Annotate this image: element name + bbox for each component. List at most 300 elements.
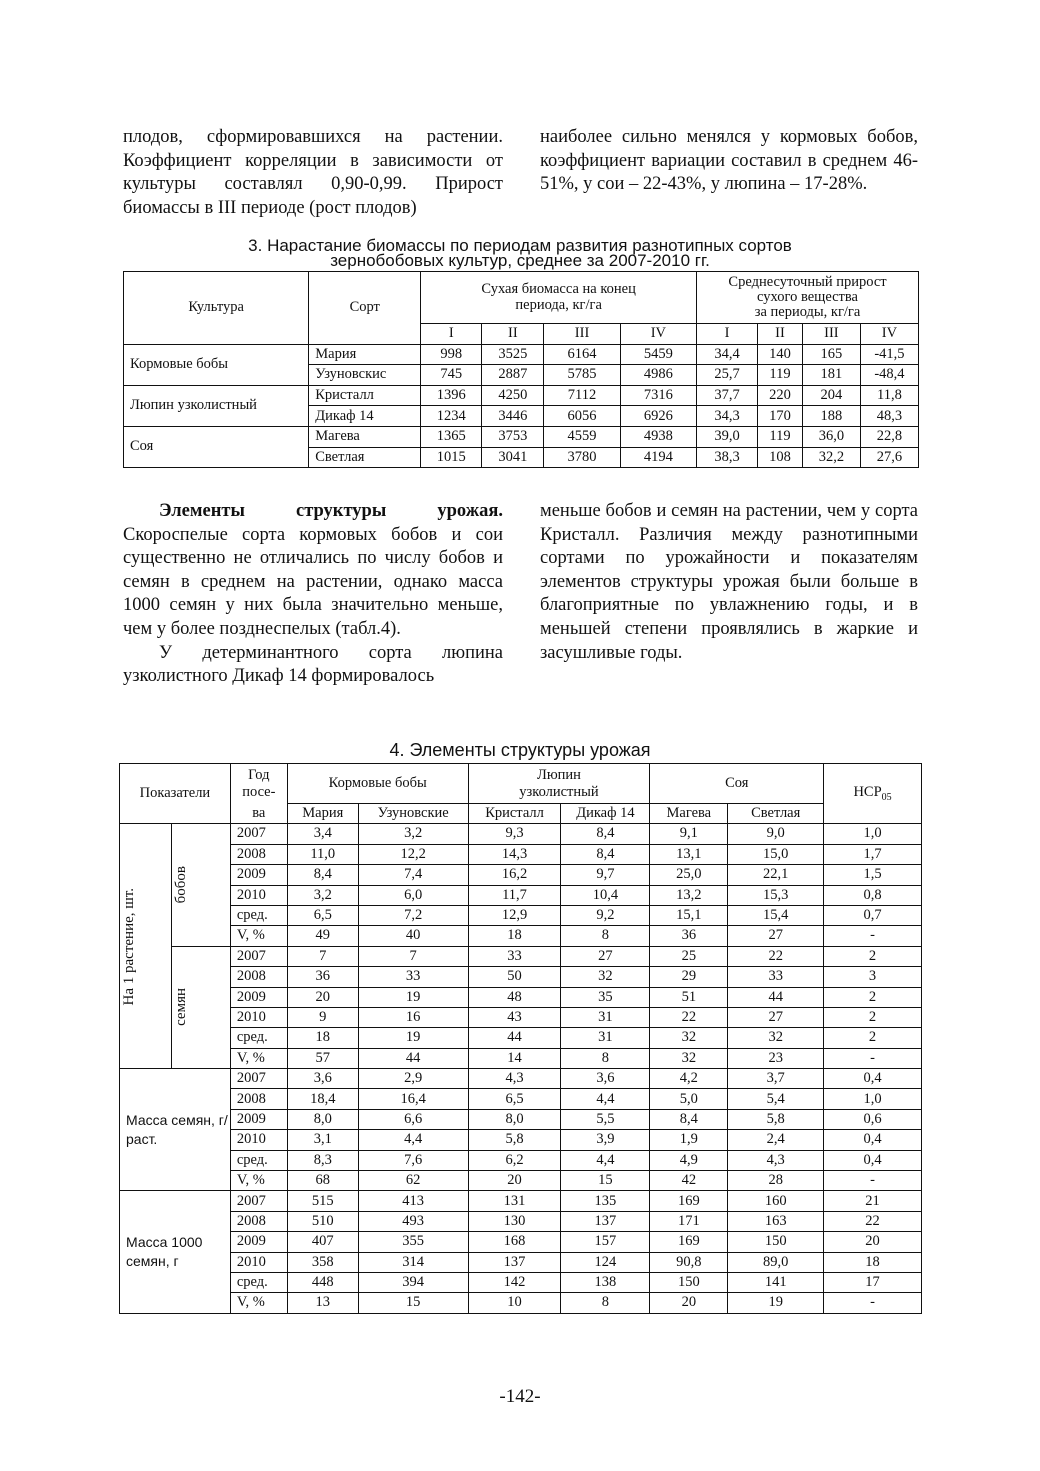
value-cell: 12,2 — [358, 844, 468, 864]
value-cell: 35 — [561, 987, 650, 1007]
variety-header: Узуновские — [358, 804, 468, 824]
value-cell: 0,6 — [824, 1109, 922, 1129]
value-cell: 9,1 — [650, 824, 728, 844]
caption-line: 3. Нарастание биомассы по периодам развития разнотипных сортов — [248, 236, 792, 255]
value-cell: 43 — [468, 1007, 561, 1027]
value-cell: 3780 — [544, 447, 620, 468]
value-cell: 39,0 — [697, 426, 758, 447]
value-cell: 21 — [824, 1191, 922, 1211]
value-cell: 22 — [650, 1007, 728, 1027]
value-cell: 90,8 — [650, 1252, 728, 1272]
value-cell: 11,8 — [860, 385, 918, 406]
value-cell: 62 — [358, 1171, 468, 1191]
value-cell: 20 — [650, 1293, 728, 1313]
value-cell: 168 — [468, 1232, 561, 1252]
value-cell: 3,1 — [287, 1130, 358, 1150]
value-cell: 27 — [728, 1007, 824, 1027]
value-cell: 10 — [468, 1293, 561, 1313]
value-cell: 36 — [650, 926, 728, 946]
value-cell: - — [824, 926, 922, 946]
value-cell: 18 — [468, 926, 561, 946]
header-year — [230, 764, 287, 804]
value-cell: 27 — [728, 926, 824, 946]
value-cell: 32 — [561, 967, 650, 987]
table-biomass — [123, 271, 919, 468]
value-cell: 12,9 — [468, 905, 561, 925]
pods-label — [171, 824, 230, 946]
value-cell: 7112 — [544, 385, 620, 406]
year-cell: сред. — [230, 1028, 287, 1048]
header-indicators: Показатели — [120, 764, 231, 824]
table-row — [124, 426, 919, 447]
value-cell: 25 — [650, 946, 728, 966]
value-cell: 6,6 — [358, 1109, 468, 1129]
value-cell: 130 — [468, 1211, 561, 1231]
value-cell: 8,4 — [561, 824, 650, 844]
value-cell: 28 — [728, 1171, 824, 1191]
text-column-mid-left — [123, 500, 503, 689]
table-row — [120, 967, 922, 987]
value-cell: 15 — [358, 1293, 468, 1313]
table-row — [120, 905, 922, 925]
value-cell: 9,2 — [561, 905, 650, 925]
value-cell: 22 — [728, 946, 824, 966]
table-row — [120, 1130, 922, 1150]
value-cell: 19 — [358, 987, 468, 1007]
value-cell: 108 — [758, 447, 803, 468]
value-cell: 3,2 — [287, 885, 358, 905]
value-cell: 3,7 — [728, 1069, 824, 1089]
value-cell: 141 — [728, 1272, 824, 1292]
value-cell: 44 — [358, 1048, 468, 1068]
paragraph — [123, 500, 503, 642]
value-cell: 140 — [758, 344, 803, 365]
year-cell: V, % — [230, 1293, 287, 1313]
value-cell: 515 — [287, 1191, 358, 1211]
table-row — [120, 1293, 922, 1313]
table-row — [124, 344, 919, 365]
value-cell: 15,1 — [650, 905, 728, 925]
value-cell: 33 — [468, 946, 561, 966]
value-cell: 49 — [287, 926, 358, 946]
value-cell: -41,5 — [860, 344, 918, 365]
header-hsr — [824, 764, 922, 824]
value-cell: 27 — [561, 946, 650, 966]
value-cell: 48,3 — [860, 406, 918, 427]
value-cell: 8,0 — [287, 1109, 358, 1129]
value-cell: 8 — [561, 926, 650, 946]
value-cell: 4,4 — [561, 1089, 650, 1109]
value-cell: 32,2 — [802, 447, 860, 468]
table-row — [120, 1272, 922, 1292]
value-cell: 3,6 — [561, 1069, 650, 1089]
value-cell: 14,3 — [468, 844, 561, 864]
value-cell: 0,4 — [824, 1069, 922, 1089]
period-header: III — [802, 324, 860, 345]
value-cell: 20 — [287, 987, 358, 1007]
value-cell: 7316 — [620, 385, 696, 406]
table-row — [120, 824, 922, 844]
value-cell: 9,3 — [468, 824, 561, 844]
value-cell: 493 — [358, 1211, 468, 1231]
value-cell: 0,4 — [824, 1130, 922, 1150]
header-line: Год — [248, 767, 270, 784]
value-cell: 124 — [561, 1252, 650, 1272]
value-cell: 22,8 — [860, 426, 918, 447]
value-cell: 7,2 — [358, 905, 468, 925]
value-cell: 36 — [287, 967, 358, 987]
paragraph: наиболее сильно менялся у кормовых бобов, коэффициент вариации составил в среднем 46-51%, у сои – 22-43%, у люпина – 17-28%. — [540, 127, 918, 195]
header-line: Люпин — [537, 766, 581, 783]
value-cell: 394 — [358, 1272, 468, 1292]
period-header: II — [758, 324, 803, 345]
paragraph: У детерминантного сорта люпина узколистного Дикаф 14 формировалось — [123, 642, 503, 687]
text-column-top-left — [123, 126, 503, 220]
value-cell: 188 — [802, 406, 860, 427]
value-cell: 1,0 — [824, 824, 922, 844]
value-cell: 9,7 — [561, 865, 650, 885]
value-cell: 33 — [358, 967, 468, 987]
value-cell: 6164 — [544, 344, 620, 365]
value-cell: 4250 — [482, 385, 544, 406]
value-cell: 68 — [287, 1171, 358, 1191]
value-cell: 355 — [358, 1232, 468, 1252]
value-cell: 1,7 — [824, 844, 922, 864]
culture-cell: Кормовые бобы — [124, 344, 309, 385]
header-daily-gain — [697, 272, 919, 324]
value-cell: 0,4 — [824, 1150, 922, 1170]
table-row — [120, 1069, 922, 1089]
value-cell: 27,6 — [860, 447, 918, 468]
header-dry-biomass: Сухая биомасса на конец периода, кг/га — [421, 272, 697, 324]
value-cell: 131 — [468, 1191, 561, 1211]
table4-caption: 4. Элементы структуры урожая — [389, 740, 651, 760]
vertical-text: семян — [172, 988, 189, 1027]
value-cell: 14 — [468, 1048, 561, 1068]
value-cell: 5,4 — [728, 1089, 824, 1109]
caption-line: зернобобовых культур, среднее за 2007-2010 гг. — [330, 251, 710, 270]
year-cell: сред. — [230, 1272, 287, 1292]
value-cell: 51 — [650, 987, 728, 1007]
year-cell: 2009 — [230, 1232, 287, 1252]
value-cell: 6056 — [544, 406, 620, 427]
value-cell: 160 — [728, 1191, 824, 1211]
text-column-mid-right — [540, 500, 918, 665]
value-cell: 50 — [468, 967, 561, 987]
value-cell: 5,8 — [468, 1130, 561, 1150]
header-line: посе- — [242, 783, 276, 800]
year-cell: 2007 — [230, 946, 287, 966]
header-line: сухого вещества — [757, 288, 858, 305]
text-column-top-right — [540, 126, 918, 197]
value-cell: 2887 — [482, 365, 544, 386]
header-culture: Культура — [124, 272, 309, 345]
variety-cell: Магева — [309, 426, 421, 447]
value-cell: 135 — [561, 1191, 650, 1211]
value-cell: 1365 — [421, 426, 482, 447]
hsr-subscript: 05 — [881, 791, 892, 803]
year-cell: 2010 — [230, 1130, 287, 1150]
value-cell: 10,4 — [561, 885, 650, 905]
header-lupin — [468, 764, 650, 804]
value-cell: 37,7 — [697, 385, 758, 406]
header-line: за периоды, кг/га — [754, 304, 861, 321]
value-cell: 119 — [758, 426, 803, 447]
value-cell: 7,4 — [358, 865, 468, 885]
value-cell: 2 — [824, 946, 922, 966]
variety-header: Светлая — [728, 804, 824, 824]
value-cell: 3,2 — [358, 824, 468, 844]
value-cell: 1015 — [421, 447, 482, 468]
value-cell: 8,4 — [650, 1109, 728, 1129]
value-cell: 4,9 — [650, 1150, 728, 1170]
value-cell: - — [824, 1048, 922, 1068]
header-variety: Сорт — [309, 272, 421, 345]
value-cell: 15 — [561, 1171, 650, 1191]
year-cell: 2008 — [230, 844, 287, 864]
value-cell: 19 — [728, 1293, 824, 1313]
year-cell: 2009 — [230, 865, 287, 885]
variety-header: Дикаф 14 — [561, 804, 650, 824]
value-cell: 407 — [287, 1232, 358, 1252]
value-cell: 9,0 — [728, 824, 824, 844]
value-cell: 23 — [728, 1048, 824, 1068]
year-cell: V, % — [230, 1171, 287, 1191]
value-cell: 15,0 — [728, 844, 824, 864]
value-cell: 142 — [468, 1272, 561, 1292]
value-cell: 314 — [358, 1252, 468, 1272]
value-cell: 13 — [287, 1293, 358, 1313]
value-cell: 29 — [650, 967, 728, 987]
value-cell: 5785 — [544, 365, 620, 386]
value-cell: 181 — [802, 365, 860, 386]
year-cell: V, % — [230, 926, 287, 946]
value-cell: 32 — [650, 1028, 728, 1048]
table-row — [120, 1150, 922, 1170]
value-cell: 6,2 — [468, 1150, 561, 1170]
paragraph: плодов, сформировавшихся на растении. Коэффициент корреляции в зависимости от культуры составлял 0,90-0,99. Прирост биомассы в III периоде (рост плодов) — [123, 127, 503, 218]
header-soy: Соя — [650, 764, 824, 804]
value-cell: 8,4 — [561, 844, 650, 864]
value-cell: 4938 — [620, 426, 696, 447]
value-cell: 0,8 — [824, 885, 922, 905]
year-cell: сред. — [230, 905, 287, 925]
value-cell: 157 — [561, 1232, 650, 1252]
value-cell: - — [824, 1293, 922, 1313]
value-cell: 8,3 — [287, 1150, 358, 1170]
value-cell: -48,4 — [860, 365, 918, 386]
table3-caption — [120, 238, 920, 268]
value-cell: 18 — [824, 1252, 922, 1272]
header-line: узколистный — [519, 783, 599, 800]
value-cell: 16 — [358, 1007, 468, 1027]
paragraph: меньше бобов и семян на растении, чем у сорта Кристалл. Различия между разнотипными сортами по урожайности и показателям элементов структуры урожая были больше в благоприятные по увлажнению годы, и в меньшей степени проявлялись в жаркие и засушливые годы. — [540, 501, 918, 663]
value-cell: 2,4 — [728, 1130, 824, 1150]
value-cell: 4559 — [544, 426, 620, 447]
page-number: -142- — [499, 1386, 541, 1407]
value-cell: - — [824, 1171, 922, 1191]
variety-cell: Светлая — [309, 447, 421, 468]
value-cell: 48 — [468, 987, 561, 1007]
period-header: IV — [620, 324, 696, 345]
variety-header: Магева — [650, 804, 728, 824]
value-cell: 15,4 — [728, 905, 824, 925]
culture-cell: Люпин узколистный — [124, 385, 309, 426]
value-cell: 7,6 — [358, 1150, 468, 1170]
value-cell: 3,9 — [561, 1130, 650, 1150]
value-cell: 36,0 — [802, 426, 860, 447]
value-cell: 119 — [758, 365, 803, 386]
variety-cell: Дикаф 14 — [309, 406, 421, 427]
value-cell: 204 — [802, 385, 860, 406]
year-cell: 2007 — [230, 1069, 287, 1089]
table-row — [120, 1089, 922, 1109]
year-cell: 2009 — [230, 987, 287, 1007]
value-cell: 7 — [358, 946, 468, 966]
vertical-text: На 1 растение, шт. — [121, 887, 137, 1005]
value-cell: 3,4 — [287, 824, 358, 844]
value-cell: 33 — [728, 967, 824, 987]
value-cell: 137 — [561, 1211, 650, 1231]
value-cell: 4,3 — [728, 1150, 824, 1170]
period-header: I — [697, 324, 758, 345]
value-cell: 510 — [287, 1211, 358, 1231]
value-cell: 32 — [650, 1048, 728, 1068]
value-cell: 38,3 — [697, 447, 758, 468]
value-cell: 6,5 — [287, 905, 358, 925]
value-cell: 31 — [561, 1028, 650, 1048]
value-cell: 89,0 — [728, 1252, 824, 1272]
value-cell: 8 — [561, 1048, 650, 1068]
value-cell: 7 — [287, 946, 358, 966]
value-cell: 4194 — [620, 447, 696, 468]
value-cell: 15,3 — [728, 885, 824, 905]
period-header: III — [544, 324, 620, 345]
value-cell: 9 — [287, 1007, 358, 1027]
table-row — [120, 1211, 922, 1231]
value-cell: 8 — [561, 1293, 650, 1313]
culture-cell: Соя — [124, 426, 309, 467]
value-cell: 448 — [287, 1272, 358, 1292]
value-cell: 25,0 — [650, 865, 728, 885]
value-cell: 171 — [650, 1211, 728, 1231]
period-header: I — [421, 324, 482, 345]
year-cell: 2007 — [230, 1191, 287, 1211]
seeds-label — [171, 946, 230, 1068]
year-cell: 2010 — [230, 885, 287, 905]
value-cell: 3525 — [482, 344, 544, 365]
mass1000-label: Масса 1000 семян, г — [120, 1191, 231, 1313]
value-cell: 0,7 — [824, 905, 922, 925]
table-row — [120, 1171, 922, 1191]
value-cell: 57 — [287, 1048, 358, 1068]
value-cell: 16,4 — [358, 1089, 468, 1109]
value-cell: 169 — [650, 1191, 728, 1211]
seed-mass-label: Масса семян, г/раст. — [120, 1069, 231, 1191]
value-cell: 169 — [650, 1232, 728, 1252]
table-row — [124, 385, 919, 406]
value-cell: 170 — [758, 406, 803, 427]
value-cell: 25,7 — [697, 365, 758, 386]
value-cell: 11,7 — [468, 885, 561, 905]
value-cell: 2 — [824, 987, 922, 1007]
value-cell: 4,3 — [468, 1069, 561, 1089]
value-cell: 5459 — [620, 344, 696, 365]
header-beans: Кормовые бобы — [287, 764, 468, 804]
value-cell: 42 — [650, 1171, 728, 1191]
table-row — [120, 1232, 922, 1252]
value-cell: 3041 — [482, 447, 544, 468]
value-cell: 163 — [728, 1211, 824, 1231]
table-row — [120, 1048, 922, 1068]
table-row — [120, 987, 922, 1007]
year-cell: 2010 — [230, 1252, 287, 1272]
value-cell: 8,0 — [468, 1109, 561, 1129]
value-cell: 150 — [650, 1272, 728, 1292]
year-cell: 2008 — [230, 967, 287, 987]
value-cell: 6,0 — [358, 885, 468, 905]
year-cell: 2007 — [230, 824, 287, 844]
value-cell: 4,4 — [561, 1150, 650, 1170]
value-cell: 2,9 — [358, 1069, 468, 1089]
table-row — [120, 885, 922, 905]
value-cell: 19 — [358, 1028, 468, 1048]
variety-cell: Кристалл — [309, 385, 421, 406]
per-plant-label — [120, 824, 172, 1069]
value-cell: 745 — [421, 365, 482, 386]
value-cell: 6,5 — [468, 1089, 561, 1109]
value-cell: 3753 — [482, 426, 544, 447]
value-cell: 13,1 — [650, 844, 728, 864]
value-cell: 17 — [824, 1272, 922, 1292]
table-row — [120, 946, 922, 966]
value-cell: 40 — [358, 926, 468, 946]
table-yield-structure — [119, 763, 922, 1314]
variety-header: Мария — [287, 804, 358, 824]
value-cell: 998 — [421, 344, 482, 365]
value-cell: 11,0 — [287, 844, 358, 864]
value-cell: 20 — [468, 1171, 561, 1191]
year-cell: 2008 — [230, 1211, 287, 1231]
header-year-line3: ва — [230, 804, 287, 824]
table-row — [120, 865, 922, 885]
value-cell: 18,4 — [287, 1089, 358, 1109]
value-cell: 4,2 — [650, 1069, 728, 1089]
paragraph-text: Скороспелые сорта кормовых бобов и сои существенно не отличались по числу бобов и семян в среднем на растении, однако масса 1000 семян у них была значительно меньше, чем у более позднеспелых (табл.4). — [123, 524, 503, 639]
value-cell: 3 — [824, 967, 922, 987]
value-cell: 3,6 — [287, 1069, 358, 1089]
year-cell: V, % — [230, 1048, 287, 1068]
period-header: II — [482, 324, 544, 345]
table-row — [120, 926, 922, 946]
table-row — [120, 1007, 922, 1027]
value-cell: 1,0 — [824, 1089, 922, 1109]
value-cell: 34,4 — [697, 344, 758, 365]
value-cell: 5,8 — [728, 1109, 824, 1129]
value-cell: 150 — [728, 1232, 824, 1252]
section-heading: Элементы структуры урожая. — [159, 501, 503, 521]
hsr-label: НСР — [853, 783, 882, 800]
year-cell: 2010 — [230, 1007, 287, 1027]
value-cell: 16,2 — [468, 865, 561, 885]
value-cell: 13,2 — [650, 885, 728, 905]
table-row — [120, 1109, 922, 1129]
table-row — [120, 1191, 922, 1211]
value-cell: 44 — [468, 1028, 561, 1048]
value-cell: 6926 — [620, 406, 696, 427]
value-cell: 3446 — [482, 406, 544, 427]
value-cell: 31 — [561, 1007, 650, 1027]
